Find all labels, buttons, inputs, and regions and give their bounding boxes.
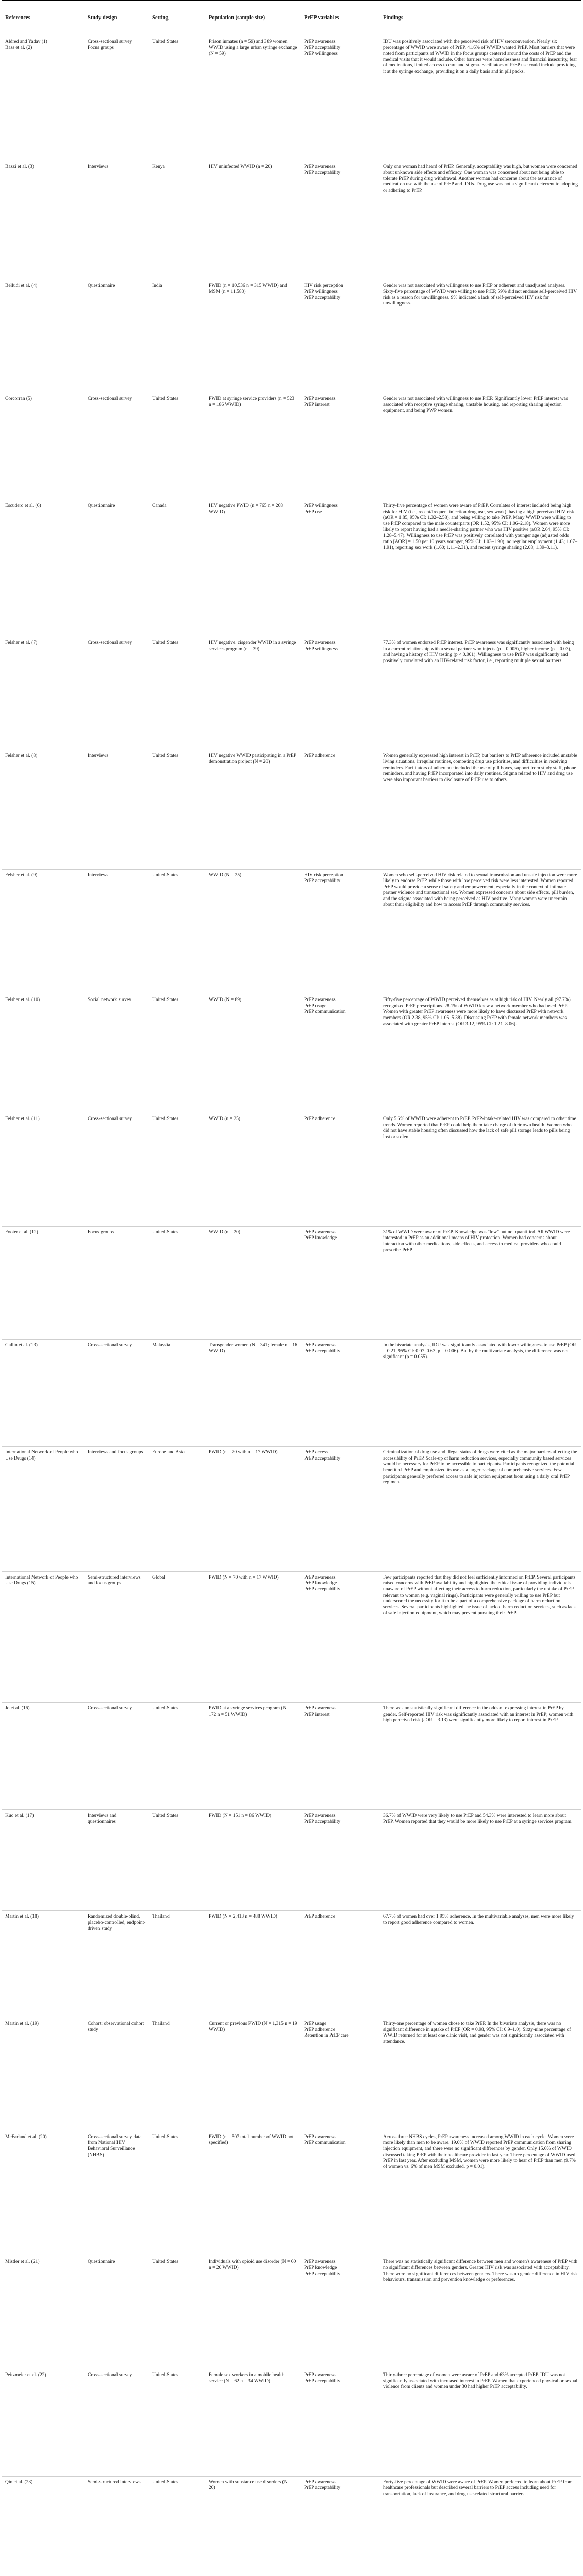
cell-population: PWID at syringe service providers (n = 523 n = 186 WWID) (206, 393, 301, 500)
cell-population: HIV negative PWID (n = 765 n = 268 WWID) (206, 500, 301, 637)
cell-reference-line: Bass et al. (2) (5, 45, 32, 50)
cell-prep-variables-line: PrEP knowledge (304, 1235, 337, 1241)
cell-prep-variables (301, 2476, 380, 2576)
cell-study-design: Questionnaire (85, 280, 149, 393)
cell-reference: International Network of People who Use Drugs (14) (2, 1447, 85, 1572)
cell-prep-variables-line: PrEP awareness (304, 997, 336, 1003)
cell-setting: United States (149, 750, 206, 869)
cell-population: HIV negative, cisgender WWID in a syringe services program (n = 39) (206, 637, 301, 750)
cell-study-design: Interviews (85, 869, 149, 994)
cell-prep-variables (301, 869, 380, 994)
cell-setting: United States (149, 994, 206, 1113)
cell-population: PWID (n = 10,536 n = 315 WWID) and MSM (n = 11,583) (206, 280, 301, 393)
header-references: References (2, 1, 85, 36)
cell-findings: Thirty-three percentage of women were aware of PrEP and 63% accepted PrEP. IDU was not significantly associated with increased interest in PrEP. Women that experienced physical or sexual violence from clients and women under 30 had higher PrEP acceptability. (380, 2369, 581, 2476)
table-row (2, 393, 581, 500)
table-row (2, 2369, 581, 2476)
table-row (2, 500, 581, 637)
cell-study-design: Interviews and focus groups (85, 1447, 149, 1572)
cell-setting: United States (149, 36, 206, 161)
cell-reference (2, 36, 85, 161)
cell-prep-variables-line: PrEP knowledge (304, 2265, 337, 2271)
cell-reference: Belludi et al. (4) (2, 280, 85, 393)
cell-population: Current or previous PWID (N = 1,315 n = 19 WWID) (206, 2018, 301, 2131)
cell-prep-variables-line: PrEP acceptability (304, 1819, 341, 1824)
cell-reference: Martin et al. (19) (2, 2018, 85, 2131)
table-row (2, 1810, 581, 1911)
cell-prep-variables-line: Retention in PrEP care (304, 2033, 349, 2039)
cell-setting: United States (149, 393, 206, 500)
cell-prep-variables-line: PrEP access (304, 1450, 328, 1455)
table-row (2, 2131, 581, 2256)
cell-prep-variables-line: PrEP willingness (304, 51, 338, 57)
cell-findings: Gender was not associated with willingness to use PrEP. Significantly lower PrEP interest was associated with receptive syringe sharing, unstable housing, and reporting sharing injection equipment, and being PWP women. (380, 393, 581, 500)
cell-prep-variables (301, 1340, 380, 1447)
cell-study-design-line: Focus groups (88, 45, 114, 50)
cell-prep-variables (301, 1703, 380, 1810)
table-row (2, 280, 581, 393)
cell-findings: Thirty-one percentage of women chose to take PrEP. In the bivariate analysis, there was no significant difference in uptake of PrEP (OR = 0.98, 95% CI: 0.9–1.0). Sixty-nine percentage of WWID returned for at least one clinic visit, and gender was not significantly associated with attendance. (380, 2018, 581, 2131)
cell-population: HIV negative WWID participating in a PrEP demonstration project (N = 20) (206, 750, 301, 869)
cell-prep-variables: PrEP adherence (301, 750, 380, 869)
cell-prep-variables-line: PrEP awareness (304, 640, 336, 646)
cell-prep-variables-line: PrEP willingness (304, 289, 338, 295)
cell-prep-variables-line: PrEP awareness (304, 2259, 336, 2265)
cell-study-design: Focus groups (85, 1226, 149, 1340)
cell-reference-line: Aldred and Yadav (1) (5, 39, 47, 44)
cell-prep-variables (301, 2018, 380, 2131)
cell-setting: India (149, 280, 206, 393)
cell-population: PWID (n = 507 total number of WWID not specified) (206, 2131, 301, 2256)
cell-study-design: Cross-sectional survey (85, 393, 149, 500)
cell-reference: Felsher et al. (7) (2, 637, 85, 750)
cell-findings: Women generally expressed high interest in PrEP, but barriers to PrEP adherence included unstable living situations, irregular routines, competing drug use priorities, and difficulties in receiving reminders. Facilitators of adherence included the use of pill boxes, support from study staff, phone reminders, and having PrEP incorporated into daily routines. Stigma related to HIV and drug use were also important barriers to disclosure of PrEP use to others. (380, 750, 581, 869)
cell-reference: Footer et al. (12) (2, 1226, 85, 1340)
references-table (2, 0, 581, 2576)
cell-prep-variables-line: PrEP acceptability (304, 1455, 341, 1461)
cell-population: PWID at a syringe services program (N = 172 n = 51 WWID) (206, 1703, 301, 1810)
cell-findings: Forty-five percentage of WWID were aware of PrEP. Women preferred to learn about PrEP from healthcare professionals but described several barriers to PrEP access including need for transportation, lack of insurance, and drug use-related structural barriers. (380, 2476, 581, 2576)
cell-findings: Only 5.6% of WWID were adherent to PrEP. PrEP-intake-related HIV was compared to other time trends. Women reported that PrEP could help them take charge of their own health. Women who did not have stable housing often discussed how the lack of safe pill storage leads to pills being lost or stolen. (380, 1113, 581, 1227)
cell-findings: Thirty-five percentage of women were aware of PrEP. Correlates of interest included being high risk for HIV (i.e., recent/frequent injection drug use, sex work), having a high perceived HIV risk (aOR = 1.85, 95% CI: 1.32–2.58), and being willing to take PrEP. Many WWID were willing to use PrEP compared to the male counterparts (OR 1.52, 95% CI: 1.06–2.18). Women were more likely to report having had a needle-sharing partner who was HIV positive (aOR 2.64, 95% CI: 1.28–5.47). Willingness to use PrEP was positively correlated with younger age (adjusted odds ratio [AOR] = 1.50 per 10 years younger, 95% CI: 1.03–1.90), no regular employment (1.43; 1.07–1.91), reporting sex work (1.60; 1.11–2.31), and recent syringe sharing (2.08; 1.39–3.11). (380, 500, 581, 637)
cell-findings: 31% of WWID were aware of PrEP. Knowledge was "low" but not quantified. All WWID were interested in PrEP as an additional means of HIV protection. Women had concerns about interaction with other medications, side effects, and access to medical providers who could prescribe PrEP. (380, 1226, 581, 1340)
header-setting: Setting (149, 1, 206, 36)
cell-setting: Thailand (149, 1911, 206, 2018)
cell-prep-variables-line: HIV risk perception (304, 872, 343, 878)
cell-prep-variables (301, 1810, 380, 1911)
cell-findings: Criminalization of drug use and illegal status of drugs were cited as the major barriers affecting the accessibility of PrEP. Scale-up of harm reduction services, especially community based services would be necessary for PrEP to be accessible to participants. Participants recognized the potential benefit of PrEP and emphasized its use as a larger package of comprehensive services. Few participants generally preferred access to safe injection equipment from using a daily oral PrEP regimen. (380, 1447, 581, 1572)
cell-population: Transgender women (N = 341; female n = 16 WWID) (206, 1340, 301, 1447)
cell-findings: Few participants reported that they did not feel sufficiently informed on PrEP. Several participants raised concerns with PrEP availability and highlighted the ethical issue of providing individuals unaware of PrEP without affecting their access to harm reduction, particularly the uptake of PrEP relevant to women (e.g. vaginal rings). Participants were generally willing to use PrEP but underscored the necessity for it to be a part of a comprehensive package of harm reduction services. Several participants highlighted the issue of lack of harm reduction services, such as lack of safe injection equipment, which may prevent pursuing their PrEP. (380, 1571, 581, 1702)
cell-findings: Only one woman had heard of PrEP. Generally, acceptability was high, but women were concerned about unknown side effects and efficacy. One woman was concerned about not being able to tolerate PrEP during drug withdrawal. Another woman had concerns about the assurance of medication use with the use of PrEP and IDUs. Drug use was not a significant deterrent to adopting or adhering to PrEP. (380, 161, 581, 280)
cell-setting: United States (149, 1113, 206, 1227)
cell-reference: Jo et al. (16) (2, 1703, 85, 1810)
cell-prep-variables-line: PrEP awareness (304, 1343, 336, 1348)
cell-study-design: Questionnaire (85, 2256, 149, 2369)
cell-study-design: Cross-sectional survey (85, 1113, 149, 1227)
cell-study-design: Semi-structured interviews and focus groups (85, 1571, 149, 1702)
cell-prep-variables (301, 2256, 380, 2369)
cell-findings: There was no statistically significant difference between men and women's awareness of PrEP with no significant differences between genders. Greater HIV risk was associated with acceptability. There were no significant differences between genders. There was no gender difference in HIV risk behaviours, transmission and prevention knowledge or preferences. (380, 2256, 581, 2369)
cell-prep-variables-line: PrEP awareness (304, 1706, 336, 1711)
cell-study-design-line: Cross-sectional survey (88, 39, 132, 44)
cell-prep-variables (301, 393, 380, 500)
cell-reference: Kuo et al. (17) (2, 1810, 85, 1911)
cell-findings: Fifty-five percentage of WWID perceived themselves as at high risk of HIV. Nearly all (97.7%) recognized PrEP prescriptions. 28.1% of WWID knew a network member who had used PrEP. Women with greater PrEP awareness were more likely to have discussed PrEP with network members (OR 2.38, 95% CI: 1.05–5.38). Discussing PrEP with female network members was associated with greater PrEP interest (OR 3.12, 95% CI: 1.21–8.06). (380, 994, 581, 1113)
cell-setting: United States (149, 869, 206, 994)
cell-prep-variables-line: PrEP awareness (304, 1574, 336, 1580)
cell-setting: United States (149, 2131, 206, 2256)
cell-study-design: Semi-structured interviews (85, 2476, 149, 2576)
cell-prep-variables: PrEP adherence (301, 1113, 380, 1227)
cell-reference: Mistler et al. (21) (2, 2256, 85, 2369)
header-population: Population (sample size) (206, 1, 301, 36)
cell-prep-variables-line: HIV risk perception (304, 283, 343, 289)
cell-study-design: Questionnaire (85, 500, 149, 637)
cell-setting: United States (149, 1810, 206, 1911)
cell-population: PWID (n = 70 with n = 17 WWID) (206, 1447, 301, 1572)
table-row (2, 1571, 581, 1702)
cell-setting: United States (149, 1703, 206, 1810)
table-row (2, 2256, 581, 2369)
cell-prep-variables-line: PrEP acceptability (304, 1348, 341, 1354)
header-findings: Findings (380, 1, 581, 36)
cell-prep-variables-line: PrEP usage (304, 2021, 327, 2027)
cell-prep-variables (301, 637, 380, 750)
cell-prep-variables-line: PrEP interest (304, 402, 330, 408)
cell-study-design: Cohort: observational cohort study (85, 2018, 149, 2131)
cell-study-design: Social network survey (85, 994, 149, 1113)
cell-prep-variables (301, 994, 380, 1113)
cell-prep-variables-line: PrEP acceptability (304, 170, 341, 176)
cell-prep-variables-line: PrEP acceptability (304, 1587, 341, 1592)
header-row (2, 1, 581, 36)
cell-prep-variables-line: PrEP awareness (304, 2479, 336, 2485)
cell-population: HIV uninfected WWID (n = 20) (206, 161, 301, 280)
cell-prep-variables (301, 1447, 380, 1572)
table-row (2, 1911, 581, 2018)
cell-reference: Felsher et al. (10) (2, 994, 85, 1113)
cell-prep-variables-line: PrEP acceptability (304, 295, 341, 300)
cell-prep-variables-line: PrEP use (304, 509, 322, 515)
cell-prep-variables-line: PrEP communication (304, 1009, 346, 1015)
cell-prep-variables-line: PrEP communication (304, 2140, 346, 2146)
cell-prep-variables-line: PrEP awareness (304, 2134, 336, 2140)
cell-prep-variables-line: PrEP acceptability (304, 2485, 341, 2491)
cell-prep-variables-line: PrEP knowledge (304, 1581, 337, 1586)
cell-population: WWID (N = 89) (206, 994, 301, 1113)
cell-prep-variables-line: PrEP acceptability (304, 2271, 341, 2277)
table-row (2, 750, 581, 869)
cell-prep-variables-line: PrEP willingness (304, 503, 338, 509)
cell-prep-variables (301, 1571, 380, 1702)
cell-prep-variables-line: PrEP awareness (304, 2372, 336, 2378)
cell-study-design: Interviews (85, 750, 149, 869)
cell-prep-variables (301, 36, 380, 161)
cell-prep-variables-line: PrEP awareness (304, 1813, 336, 1819)
cell-prep-variables-line: PrEP acceptability (304, 2378, 341, 2384)
cell-setting: Kenya (149, 161, 206, 280)
cell-prep-variables-line: PrEP awareness (304, 1229, 336, 1235)
cell-reference: Corcorran (5) (2, 393, 85, 500)
cell-prep-variables: PrEP adherence (301, 1911, 380, 2018)
table-row (2, 637, 581, 750)
cell-population: Women with substance use disorders (N = 20) (206, 2476, 301, 2576)
table-row (2, 994, 581, 1113)
cell-study-design: Cross-sectional survey (85, 1340, 149, 1447)
cell-prep-variables-line: PrEP willingness (304, 646, 338, 652)
cell-prep-variables-line: PrEP acceptability (304, 878, 341, 884)
cell-reference: International Network of People who Use Drugs (15) (2, 1571, 85, 1702)
cell-setting: United States (149, 637, 206, 750)
cell-population: WWID (n = 20) (206, 1226, 301, 1340)
cell-reference: Peitzmeier et al. (22) (2, 2369, 85, 2476)
cell-findings: 67.7% of women had over 1 95% adherence. In the multivariable analyses, men were more likely to report good adherence compared to women. (380, 1911, 581, 2018)
cell-study-design: Cross-sectional survey (85, 1703, 149, 1810)
cell-population: WWID (N = 25) (206, 869, 301, 994)
cell-population: WWID (n = 25) (206, 1113, 301, 1227)
cell-reference: Gallin et al. (13) (2, 1340, 85, 1447)
cell-findings: IDU was positively associated with the perceived risk of HIV seroconversion. Nearly six percentage of WWID were aware of PrEP, 41.6% of WWID wanted PrEP. Most barriers that were noted from participants of WWID in the focus groups centered around the costs of PrEP and the medical visits that it would include. Other barriers were homelessness and financial insecurity, fear of medications, limited access to care and stigma. Facilitators of PrEP use could include providing it at the syringe exchange, providing it on a daily basis and in pill packs. (380, 36, 581, 161)
cell-findings: There was no statistically significant difference in the odds of expressing interest in PrEP by gender. Self-reported HIV risk was significantly associated with an interest in PrEP; women with high perceived risk (aOR = 3.13) were significantly more likely to report interest in PrEP. (380, 1703, 581, 1810)
cell-prep-variables-line: PrEP awareness (304, 396, 336, 402)
cell-findings: Women who self-perceived HIV risk related to sexual transmission and unsafe injection were more likely to endorse PrEP, while those with low perceived risk were less interested. Women reported PrEP would provide a sense of safety and empowerment, especially in the context of intimate partner violence and transactional sex. Women expressed concerns about side effects, pill burden, and the stigma associated with being perceived as HIV positive. Many women were uncertain about their eligibility and how to access PrEP through community services. (380, 869, 581, 994)
cell-study-design (85, 36, 149, 161)
cell-prep-variables (301, 500, 380, 637)
cell-setting: Europe and Asia (149, 1447, 206, 1572)
table-row (2, 36, 581, 161)
cell-prep-variables (301, 280, 380, 393)
cell-population: PWID (N = 2,413 n = 488 WWID) (206, 1911, 301, 2018)
header-study-design: Study design (85, 1, 149, 36)
cell-setting: United States (149, 2476, 206, 2576)
cell-prep-variables-line: PrEP usage (304, 1003, 327, 1009)
cell-population: PWID (N = 70 with n = 17 WWID) (206, 1571, 301, 1702)
cell-prep-variables-line: PrEP acceptability (304, 45, 341, 50)
cell-study-design: Cross-sectional survey data from National HIV Behavioral Surveillance (NHBS) (85, 2131, 149, 2256)
cell-findings: Across three NHBS cycles, PrEP awareness increased among WWID in each cycle. Women were more likely than men to be aware. 19.0% of WWID reported PrEP communication from sharing injection equipment, and there were no significant differences by gender. Only 15.6% of WWID discussed taking PrEP with their healthcare provider in last year. Three percentage of WWID used PrEP in last year. After excluding MSM, women were more likely to hear of PrEP than men (9.7% of women vs. 6% of men MSM excluded, p = 0.01). (380, 2131, 581, 2256)
cell-findings: Gender was not associated with willingness to use PrEP or adherent and unadjusted analyses. Sixty-five percentage of WWID were willing to use PrEP, 59% did not endorse self-perceived HIV risk as a reason for unwillingness. 9% indicated a lack of self-perceived HIV risk for unwillingness. (380, 280, 581, 393)
cell-population: Prison inmates (n = 59) and 389 women WWID using a large urban syringe exchange (N = 59) (206, 36, 301, 161)
table-row (2, 869, 581, 994)
cell-prep-variables (301, 2369, 380, 2476)
cell-prep-variables (301, 2131, 380, 2256)
cell-study-design: Interviews (85, 161, 149, 280)
table-row (2, 1340, 581, 1447)
cell-prep-variables-line: PrEP interest (304, 1711, 330, 1717)
cell-study-design: Randomized double-blind, placebo-controlled, endpoint-driven study (85, 1911, 149, 2018)
cell-population: PWID (N = 151 n = 86 WWID) (206, 1810, 301, 1911)
cell-study-design: Interviews and questionnaires (85, 1810, 149, 1911)
cell-findings: 36.7% of WWID were very likely to use PrEP and 54.3% were interested to learn more about PrEP. Women reported that they would be more likely to use PrEP at a syringe services program. (380, 1810, 581, 1911)
cell-prep-variables-line: PrEP awareness (304, 164, 336, 170)
cell-study-design: Cross-sectional survey (85, 637, 149, 750)
header-prep-variables: PrEP variables (301, 1, 380, 36)
cell-findings: 77.3% of women endorsed PrEP interest. PrEP awareness was significantly associated with being in a current relationship with a sexual partner who injects (p = 0.005), higher income (p = 0.03), and having a history of HIV testing (p < 0.001). Willingness to use PrEP was significantly and positively correlated with an HIV-related risk factor, i.e., reporting multiple sexual partners. (380, 637, 581, 750)
cell-reference: Qin et al. (23) (2, 2476, 85, 2576)
cell-prep-variables-line: PrEP adherence (304, 2027, 336, 2032)
cell-setting: United States (149, 2369, 206, 2476)
cell-reference: Bazzi et al. (3) (2, 161, 85, 280)
cell-prep-variables-line: PrEP awareness (304, 39, 336, 44)
table-row (2, 161, 581, 280)
table-row (2, 1447, 581, 1572)
cell-prep-variables (301, 1226, 380, 1340)
table-row (2, 1226, 581, 1340)
cell-setting: United States (149, 2256, 206, 2369)
table-header (2, 1, 581, 36)
table-row (2, 1113, 581, 1227)
table-row (2, 2018, 581, 2131)
cell-setting: Malaysia (149, 1340, 206, 1447)
cell-setting: Thailand (149, 2018, 206, 2131)
cell-reference: McFarland et al. (20) (2, 2131, 85, 2256)
cell-reference: Martin et al. (18) (2, 1911, 85, 2018)
table-row (2, 2476, 581, 2576)
table-body (2, 36, 581, 2576)
cell-study-design: Cross-sectional survey (85, 2369, 149, 2476)
cell-reference: Escudero et al. (6) (2, 500, 85, 637)
table-row (2, 1703, 581, 1810)
cell-reference: Felsher et al. (9) (2, 869, 85, 994)
cell-prep-variables (301, 161, 380, 280)
cell-reference: Felsher et al. (8) (2, 750, 85, 869)
cell-setting: Global (149, 1571, 206, 1702)
cell-reference: Felsher et al. (11) (2, 1113, 85, 1227)
cell-setting: United States (149, 1226, 206, 1340)
cell-population: Individuals with opioid use disorder (N = 60 n = 20 WWID) (206, 2256, 301, 2369)
cell-findings: In the bivariate analysis, IDU was significantly associated with lower willingness to use PrEP (OR = 0.21, 95% CI: 0.07–0.63, p = 0.006). But by the multivariate analysis, the difference was not significant (p = 0.055). (380, 1340, 581, 1447)
cell-population: Female sex workers in a mobile health service (N = 62 n = 34 WWID) (206, 2369, 301, 2476)
cell-setting: Canada (149, 500, 206, 637)
